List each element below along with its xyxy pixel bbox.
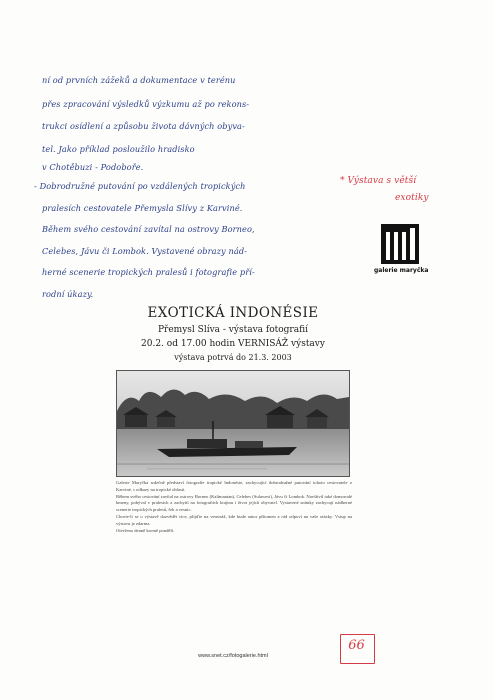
description-paragraph: Otevřeno denně kromě pondělí.: [116, 527, 175, 533]
handwritten-line: v Chotěbuzi - Podoboře.: [42, 162, 144, 172]
page-number: 66: [348, 638, 365, 653]
margin-note: * Výstava s větší: [340, 176, 417, 186]
river-village-photo: [116, 370, 350, 477]
poster-subtitle: Přemysl Slíva - výstava fotografií: [158, 325, 308, 335]
poster-opening: 20.2. od 17.00 hodin VERNISÁŽ výstavy: [141, 339, 325, 349]
handwritten-line: tel. Jako příklad posloužilo hradisko: [42, 144, 195, 154]
handwritten-line: Během svého cestování zavítal na ostrovy Borneo,: [42, 224, 255, 234]
handwritten-line: - Dobrodružné putování po vzdálených tropických: [34, 181, 246, 191]
poster-title: EXOTICKÁ INDONÉSIE: [147, 305, 319, 321]
margin-note: exotiky: [395, 193, 429, 203]
poster-url: www.snet.cz/fotogalerie.html: [198, 653, 268, 659]
handwritten-line: pralesích cestovatele Přemysla Slívy z Karviné.: [42, 203, 243, 213]
poster-duration: výstava potrvá do 21.3. 2003: [174, 353, 292, 362]
handwritten-line: herné scenerie tropických pralesů i fotografie pří-: [42, 267, 255, 277]
handwritten-line: ní od prvních zážeků a dokumentace v terénu: [42, 75, 236, 85]
description-paragraph: Chcete-li se o výstavě dozvědět více, přijďte na vernisáž, kde bude autor přítomen a rád odpoví na vaše otázky. Vstup na výstavu je zdarma.: [116, 513, 352, 526]
logo-caption: galerie maryčka: [374, 267, 429, 274]
description-paragraph: Galerie Maryčka srdečně představí fotografie tropické Indonésie, zachycující dobrodružné putování tohoto cestovatele z Karviné, s odkazy na tropické oblasti.: [116, 480, 352, 492]
handwritten-line: přes zpracování výsledků výzkumu až po rekons-: [42, 99, 250, 109]
exhibition-poster: [100, 293, 366, 673]
description-paragraph: Během svého cestování zavítal na ostrovy Borneo (Kalimantan), Celebes (Sulawesi), Jávu či Lombok. Navštívil také domorodé kmeny, pobýval v pralesích a zachytil na fotografiích krajinu i život jejích obyvatel. Vystavené snímky zachycují nádherné scenerie tropických pralesů, řek a vesnic.: [116, 493, 352, 513]
handwritten-line: rodní úkazy.: [42, 289, 94, 299]
photo-illustration: [117, 371, 349, 476]
handwritten-line: Celebes, Jávu či Lombok. Vystavené obrazy nád-: [42, 246, 248, 256]
poster-description: [116, 480, 352, 534]
handwritten-line: trukci osídlení a způsobu života dávných obyva-: [42, 121, 245, 131]
